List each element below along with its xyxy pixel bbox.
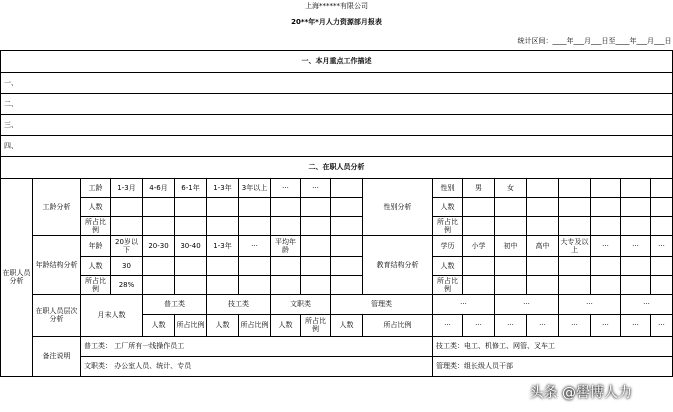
hierarchy-group: 技工类: [207, 294, 271, 314]
note-item: 普工类： 工厂所有一线操作员工: [81, 336, 433, 356]
education-header: 学历: [433, 235, 463, 256]
hierarchy-count-label: 人数: [331, 314, 363, 336]
hierarchy-analysis-label: 在职人员层次分析: [33, 294, 81, 336]
hierarchy-dots: ···: [559, 314, 591, 336]
age-ratio-label: 所占比例: [81, 275, 111, 294]
age-col: 平均年龄: [271, 235, 301, 256]
hierarchy-count-label: 人数: [143, 314, 175, 336]
seniority-col: 1-3月: [111, 178, 143, 197]
age-col: 20-30: [143, 235, 175, 256]
hierarchy-count-label: 人数: [271, 314, 301, 336]
watermark: 头条 @嚳博人力: [529, 385, 632, 401]
hierarchy-dots: ···: [621, 314, 651, 336]
seniority-header: 工龄: [81, 178, 111, 197]
age-ratio-value: 28%: [111, 275, 143, 294]
statistics-period: 统计区间：____年___月___日至____年___月___日: [517, 36, 672, 45]
hierarchy-group: ···: [495, 294, 559, 314]
hierarchy-group: 文职类: [271, 294, 331, 314]
age-structure-label: 年龄结构分析: [33, 235, 81, 294]
hierarchy-dots: ···: [591, 314, 621, 336]
section-1-title: 一、本月重点工作描述: [1, 50, 673, 72]
report-title: 20**年*月人力资源部月报表: [291, 18, 382, 26]
active-staff-analysis-label: 在职人员分析: [1, 178, 33, 376]
age-count-value: 30: [111, 256, 143, 275]
education-count-label: 人数: [433, 256, 463, 275]
gender-header: 性别: [433, 178, 463, 197]
work-item-1: 一、: [1, 72, 673, 93]
hierarchy-dots: ···: [433, 314, 463, 336]
seniority-col: 6-1年: [175, 178, 207, 197]
note-item: 文职类： 办公室人员、统计、专员: [81, 356, 433, 376]
seniority-col: 1-3年: [207, 178, 239, 197]
hierarchy-group: ···: [621, 294, 673, 314]
hierarchy-dots: ···: [527, 314, 559, 336]
education-ratio-label: 所占比例: [433, 275, 463, 294]
section-2-title: 二、在职人员分析: [1, 156, 673, 178]
gender-ratio-label: 所占比例: [433, 216, 463, 235]
hierarchy-group: 管理类: [331, 294, 433, 314]
work-item-4: 四、: [1, 135, 673, 156]
education-col: ···: [591, 235, 621, 256]
age-col: 20岁以下: [111, 235, 143, 256]
gender-count-label: 人数: [433, 197, 463, 216]
education-col: 大专及以上: [559, 235, 591, 256]
education-col: 初中: [495, 235, 527, 256]
hierarchy-dots: ···: [651, 314, 673, 336]
seniority-col: 3年以上: [239, 178, 271, 197]
hierarchy-ratio-label: 所占比例: [301, 314, 331, 336]
month-end-headcount-label: 月末人数: [81, 294, 143, 336]
seniority-col: 4-6月: [143, 178, 175, 197]
hierarchy-count-label: 人数: [207, 314, 239, 336]
hierarchy-group: 普工类: [143, 294, 207, 314]
seniority-ratio-label: 所占比例: [81, 216, 111, 235]
seniority-col: ···: [271, 178, 301, 197]
education-analysis-label: 教育结构分析: [363, 235, 433, 294]
age-col: 30-40: [175, 235, 207, 256]
hierarchy-dots: ···: [463, 314, 495, 336]
age-col: 1-3年: [207, 235, 239, 256]
hierarchy-ratio-label: 所占比例: [175, 314, 207, 336]
note-item: 技工类：电工、机修工、网管、叉车工: [433, 336, 673, 356]
work-item-3: 三、: [1, 114, 673, 135]
gender-col: 女: [495, 178, 527, 197]
age-header: 年龄: [81, 235, 111, 256]
seniority-analysis-label: 工龄分析: [33, 178, 81, 235]
hierarchy-group: ···: [559, 294, 621, 314]
hierarchy-group: ···: [433, 294, 495, 314]
seniority-col: ···: [301, 178, 331, 197]
gender-analysis-label: 性别分析: [363, 178, 433, 235]
hierarchy-dots: ···: [495, 314, 527, 336]
education-col: 高中: [527, 235, 559, 256]
education-col: 小学: [463, 235, 495, 256]
company-name: 上海******有限公司: [305, 2, 368, 10]
work-item-2: 二、: [1, 93, 673, 114]
note-item: 管理类：组长级人员干部: [433, 356, 673, 376]
hierarchy-ratio-label: 所占比例: [239, 314, 271, 336]
education-col: ···: [651, 235, 673, 256]
gender-col: 男: [463, 178, 495, 197]
age-count-label: 人数: [81, 256, 111, 275]
hierarchy-ratio-label: 所占比例: [363, 314, 433, 336]
seniority-count-label: 人数: [81, 197, 111, 216]
notes-label: 备注说明: [33, 336, 81, 376]
age-col: ···: [239, 235, 271, 256]
education-col: ···: [621, 235, 651, 256]
